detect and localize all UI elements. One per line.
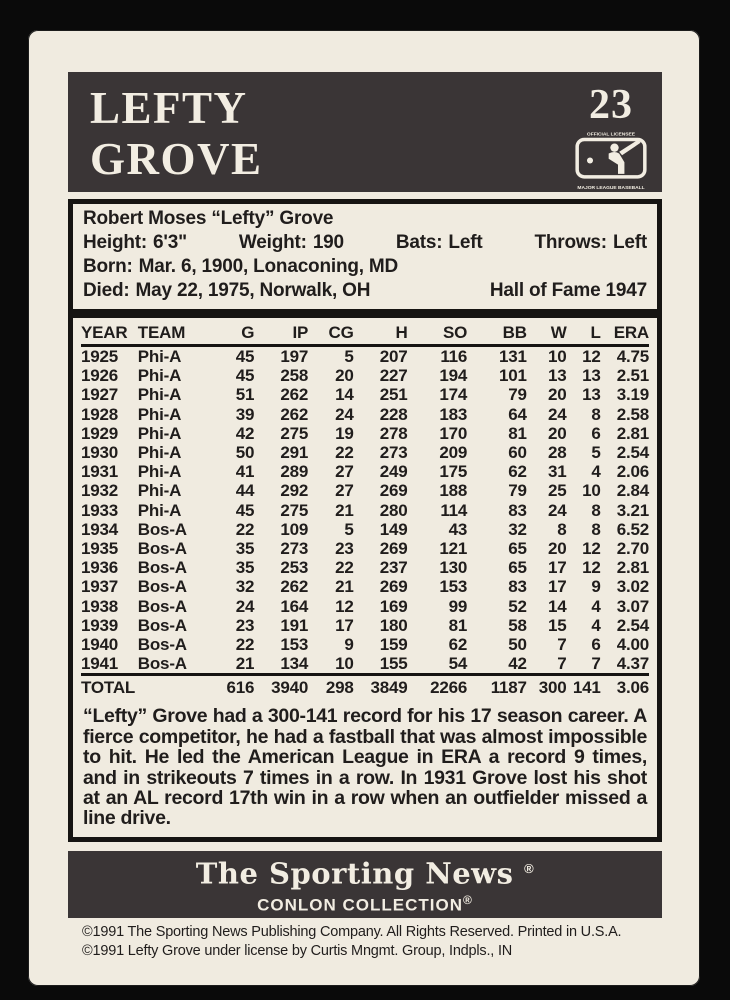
stat-cell: 183 xyxy=(439,404,468,424)
stat-cell: 27 xyxy=(335,481,354,501)
stat-cell: 17 xyxy=(548,558,567,578)
table-row xyxy=(81,424,649,443)
stat-cell: 32 xyxy=(235,577,255,597)
stat-cell: 275 xyxy=(280,423,309,443)
stat-cell: 45 xyxy=(235,500,255,520)
table-row xyxy=(81,539,649,558)
stat-cell: 2.70 xyxy=(616,539,649,559)
stat-cell: Phi-A xyxy=(137,462,182,482)
stat-cell: 21 xyxy=(335,577,354,597)
stat-cell: 1934 xyxy=(81,519,119,539)
career-summary: “Lefty” Grove had a 300-141 record for his 17 season career. A fierce competitor, he had a fastball that was almost impossible to hit. He led the American League in ERA a record 9 times, and in strikeouts 7 times in a row. In 1931 Grove lost his shot at an AL record 17th win in a row when an outfielder missed a line drive. xyxy=(83,705,647,830)
column-header: W xyxy=(527,321,567,346)
stat-cell: Phi-A xyxy=(137,366,182,386)
column-header: CG xyxy=(308,321,353,346)
stat-cell: 62 xyxy=(448,635,468,655)
stat-cell: 5 xyxy=(344,347,354,366)
stat-cell: 114 xyxy=(440,500,468,520)
stat-cell: 101 xyxy=(499,366,527,386)
stat-cell: 1930 xyxy=(81,443,119,463)
stat-cell: Phi-A xyxy=(137,404,182,424)
stat-cell: 2.58 xyxy=(616,404,649,424)
stat-cell: 14 xyxy=(335,385,354,405)
stat-cell: Bos-A xyxy=(137,596,187,616)
stat-cell: 35 xyxy=(235,539,255,559)
copyright-line1: ©1991 The Sporting News Publishing Company. All Rights Reserved. Printed in U.S.A. xyxy=(82,923,622,940)
stat-cell: 28 xyxy=(548,443,567,463)
stat-cell: 58 xyxy=(508,615,527,635)
stat-cell: 2.81 xyxy=(616,558,649,578)
stat-cell: Bos-A xyxy=(137,519,187,539)
stat-cell: 60 xyxy=(508,443,527,463)
stat-cell: 54 xyxy=(448,654,468,674)
column-header: ERA xyxy=(601,321,649,346)
table-row xyxy=(81,635,649,654)
player-name xyxy=(90,83,263,192)
bio-died-row xyxy=(83,279,647,303)
stat-cell: 170 xyxy=(439,423,468,443)
stat-cell: 280 xyxy=(379,500,408,520)
stat-cell: 149 xyxy=(379,519,408,539)
stat-cell: 228 xyxy=(379,404,408,424)
stat-cell: 9 xyxy=(591,577,601,597)
stat-cell: 2.81 xyxy=(616,423,649,443)
stat-cell: 19 xyxy=(335,423,354,443)
column-header: YEAR xyxy=(81,321,138,346)
stat-cell: Bos-A xyxy=(137,615,187,635)
stat-cell: 1933 xyxy=(81,500,119,520)
stat-cell: 83 xyxy=(508,500,527,520)
column-header: G xyxy=(212,321,255,346)
stat-cell: 191 xyxy=(280,615,309,635)
stat-cell: Phi-A xyxy=(137,423,182,443)
stat-cell: 237 xyxy=(379,558,408,578)
stat-cell: Phi-A xyxy=(137,385,182,405)
stat-cell: 13 xyxy=(582,366,601,386)
footer-bar xyxy=(68,851,662,918)
stat-cell: 10 xyxy=(548,347,567,366)
stat-cell: 8 xyxy=(591,500,601,520)
stat-cell: 7 xyxy=(557,635,567,655)
stat-cell: 7 xyxy=(591,654,601,674)
stat-cell: 62 xyxy=(508,462,527,482)
stat-cell: 289 xyxy=(280,462,309,482)
table-row xyxy=(81,501,649,520)
stat-cell: 24 xyxy=(335,404,354,424)
table-row xyxy=(81,654,649,675)
table-row xyxy=(81,366,649,385)
stat-cell: 2.06 xyxy=(616,462,649,482)
stat-cell: Bos-A xyxy=(137,635,187,655)
stat-cell: 12 xyxy=(582,347,601,366)
stat-cell: 3.21 xyxy=(616,500,649,520)
stat-cell: 291 xyxy=(280,443,309,463)
stat-cell: 65 xyxy=(508,539,527,559)
table-row xyxy=(81,616,649,635)
bio-hall-of-fame: Hall of Fame 1947 xyxy=(489,280,647,301)
stat-cell: 17 xyxy=(335,615,354,635)
player-name-line2: GROVE xyxy=(90,134,263,184)
stat-cell: 43 xyxy=(448,519,468,539)
total-cell: 298 xyxy=(308,675,353,701)
sporting-news-logo: The Sporting News ® xyxy=(195,856,535,891)
stat-cell: 13 xyxy=(582,385,601,405)
stat-cell: 1926 xyxy=(81,366,119,386)
stat-cell: 164 xyxy=(280,596,309,616)
stat-cell: Bos-A xyxy=(137,577,187,597)
stat-cell: 269 xyxy=(379,539,408,559)
stat-cell: 2.54 xyxy=(616,615,649,635)
table-row xyxy=(81,481,649,500)
card-number: 23 xyxy=(589,82,633,128)
header-right xyxy=(572,82,650,192)
stat-cell: 2.54 xyxy=(616,443,649,463)
stat-cell: 262 xyxy=(280,577,309,597)
stat-cell: 10 xyxy=(582,481,601,501)
stat-cell: 8 xyxy=(591,519,601,539)
stat-cell: 23 xyxy=(335,539,354,559)
stat-cell: 4.00 xyxy=(616,635,649,655)
stat-cell: 1938 xyxy=(81,596,119,616)
stats-box xyxy=(68,314,662,842)
stat-cell: 27 xyxy=(335,462,354,482)
stat-cell: 109 xyxy=(280,519,309,539)
collection-name: CONLON COLLECTION® xyxy=(257,892,473,915)
stat-cell: 251 xyxy=(379,385,408,405)
stat-cell: 188 xyxy=(439,481,468,501)
bio-height: Height: 6'3" xyxy=(83,232,187,253)
stat-cell: 22 xyxy=(235,635,255,655)
stat-cell: 209 xyxy=(439,443,468,463)
stat-cell: 1928 xyxy=(81,404,119,424)
stat-cell: Phi-A xyxy=(137,347,182,366)
stat-cell: 22 xyxy=(335,558,354,578)
stat-cell: 273 xyxy=(379,443,408,463)
stat-cell: 9 xyxy=(344,635,354,655)
baseball-card-back xyxy=(28,30,700,986)
stat-cell: 278 xyxy=(379,423,408,443)
table-row xyxy=(81,558,649,577)
stat-cell: 20 xyxy=(335,366,354,386)
stat-cell: Bos-A xyxy=(137,654,187,674)
stat-cell: 22 xyxy=(235,519,255,539)
stat-cell: Bos-A xyxy=(137,539,187,559)
stat-cell: 41 xyxy=(235,462,255,482)
stat-cell: 2.84 xyxy=(616,481,649,501)
stat-cell: 51 xyxy=(235,385,255,405)
stat-cell: 1929 xyxy=(81,423,119,443)
column-header: SO xyxy=(408,321,468,346)
stat-cell: 17 xyxy=(548,577,567,597)
stat-cell: 8 xyxy=(591,404,601,424)
stat-cell: Bos-A xyxy=(137,558,187,578)
table-row xyxy=(81,462,649,481)
stat-cell: 5 xyxy=(344,519,354,539)
header-bar xyxy=(68,72,662,192)
registered-mark: ® xyxy=(524,861,535,877)
stat-cell: 1935 xyxy=(81,539,119,559)
mlb-logo-icon xyxy=(572,129,650,192)
table-row xyxy=(81,443,649,462)
stat-cell: 20 xyxy=(548,539,567,559)
stat-cell: 4 xyxy=(591,462,601,482)
copyright-block xyxy=(82,923,662,961)
stat-cell: 1927 xyxy=(81,385,119,405)
stat-cell: 8 xyxy=(557,519,567,539)
stat-cell: 269 xyxy=(379,481,408,501)
mlb-logo-bottom-text: MAJOR LEAGUE BASEBALL xyxy=(577,186,645,192)
bio-bats: Bats: Left xyxy=(395,232,483,253)
stat-cell: 42 xyxy=(508,654,527,674)
stat-cell: 5 xyxy=(591,443,601,463)
stat-cell: 130 xyxy=(439,558,468,578)
table-row xyxy=(81,346,649,367)
stat-cell: 262 xyxy=(280,385,309,405)
stat-cell: 81 xyxy=(448,615,468,635)
stat-cell: 12 xyxy=(335,596,354,616)
table-row xyxy=(81,405,649,424)
stat-cell: 10 xyxy=(335,654,354,674)
stat-cell: Phi-A xyxy=(137,500,182,520)
stat-cell: 31 xyxy=(548,462,567,482)
stats-table xyxy=(81,321,649,700)
stat-cell: 32 xyxy=(508,519,527,539)
stats-total-row xyxy=(81,675,649,701)
total-label: TOTAL xyxy=(81,675,212,701)
stat-cell: 6 xyxy=(591,635,601,655)
registered-mark: ® xyxy=(463,892,473,907)
stat-cell: Phi-A xyxy=(137,443,182,463)
stat-cell: 23 xyxy=(235,615,255,635)
stat-cell: 45 xyxy=(235,366,255,386)
total-cell: 1187 xyxy=(467,675,527,701)
stat-cell: 175 xyxy=(439,462,468,482)
stat-cell: 20 xyxy=(548,385,567,405)
stat-cell: 21 xyxy=(335,500,354,520)
bio-died: Died: May 22, 1975, Norwalk, OH xyxy=(83,280,371,301)
stat-cell: 292 xyxy=(280,481,309,501)
stat-cell: 12 xyxy=(582,539,601,559)
total-cell: 3940 xyxy=(254,675,308,701)
stat-cell: 273 xyxy=(280,539,309,559)
stat-cell: 1925 xyxy=(81,347,119,366)
stat-cell: 275 xyxy=(280,500,309,520)
bio-weight: Weight: 190 xyxy=(238,232,344,253)
stat-cell: 83 xyxy=(508,577,527,597)
stat-cell: 197 xyxy=(280,347,309,366)
stat-cell: Phi-A xyxy=(137,481,182,501)
stat-cell: 24 xyxy=(548,404,567,424)
stat-cell: 15 xyxy=(548,615,567,635)
stat-cell: 121 xyxy=(439,539,468,559)
stat-cell: 1932 xyxy=(81,481,119,501)
total-cell: 2266 xyxy=(408,675,468,701)
stat-cell: 4 xyxy=(591,596,601,616)
stat-cell: 134 xyxy=(280,654,309,674)
stat-cell: 174 xyxy=(439,385,468,405)
stat-cell: 7 xyxy=(557,654,567,674)
stat-cell: 64 xyxy=(508,404,527,424)
stat-cell: 42 xyxy=(235,423,255,443)
stat-cell: 1936 xyxy=(81,558,119,578)
stat-cell: 194 xyxy=(439,366,468,386)
stat-cell: 153 xyxy=(280,635,309,655)
bio-measurables xyxy=(83,231,647,255)
stat-cell: 1940 xyxy=(81,635,119,655)
stat-cell: 21 xyxy=(235,654,255,674)
stat-cell: 24 xyxy=(548,500,567,520)
stat-cell: 1937 xyxy=(81,577,119,597)
stat-cell: 2.51 xyxy=(616,366,649,386)
column-header: IP xyxy=(254,321,308,346)
stat-cell: 65 xyxy=(508,558,527,578)
stat-cell: 207 xyxy=(379,347,408,366)
stat-cell: 169 xyxy=(379,596,408,616)
stat-cell: 12 xyxy=(582,558,601,578)
stat-cell: 79 xyxy=(508,481,527,501)
bio-box xyxy=(68,199,662,314)
mlb-logo-top-text: OFFICIAL LICENSEE xyxy=(586,132,636,138)
column-header: TEAM xyxy=(138,321,212,346)
stat-cell: 180 xyxy=(379,615,408,635)
stat-cell: 50 xyxy=(235,443,255,463)
bio-full-name: Robert Moses “Lefty” Grove xyxy=(83,208,334,229)
stat-cell: 14 xyxy=(548,596,567,616)
stat-cell: 4.37 xyxy=(616,654,649,674)
column-header: H xyxy=(354,321,408,346)
stats-header-row xyxy=(81,321,649,346)
stat-cell: 20 xyxy=(548,423,567,443)
total-cell: 616 xyxy=(212,675,255,701)
stat-cell: 22 xyxy=(335,443,354,463)
stat-cell: 3.19 xyxy=(616,385,649,405)
table-row xyxy=(81,385,649,404)
stat-cell: 39 xyxy=(235,404,255,424)
stat-cell: 13 xyxy=(548,366,567,386)
table-row xyxy=(81,597,649,616)
stat-cell: 6.52 xyxy=(616,519,649,539)
total-cell: 141 xyxy=(567,675,601,701)
stat-cell: 159 xyxy=(379,635,408,655)
table-row xyxy=(81,520,649,539)
stat-cell: 35 xyxy=(235,558,255,578)
stat-cell: 4.75 xyxy=(616,347,649,366)
stat-cell: 3.02 xyxy=(616,577,649,597)
table-row xyxy=(81,577,649,596)
stats-table-body xyxy=(81,346,649,675)
stat-cell: 4 xyxy=(591,615,601,635)
stat-cell: 258 xyxy=(280,366,309,386)
stat-cell: 227 xyxy=(379,366,408,386)
total-cell: 3.06 xyxy=(601,675,649,701)
stat-cell: 50 xyxy=(508,635,527,655)
stat-cell: 1939 xyxy=(81,615,119,635)
stat-cell: 153 xyxy=(439,577,468,597)
stat-cell: 249 xyxy=(379,462,408,482)
stat-cell: 1931 xyxy=(81,462,119,482)
stat-cell: 44 xyxy=(235,481,255,501)
total-cell: 300 xyxy=(527,675,567,701)
stat-cell: 6 xyxy=(591,423,601,443)
stat-cell: 262 xyxy=(280,404,309,424)
stat-cell: 25 xyxy=(548,481,567,501)
player-name-line1: LEFTY xyxy=(90,83,248,133)
column-header: BB xyxy=(467,321,527,346)
stat-cell: 116 xyxy=(440,347,468,366)
stat-cell: 52 xyxy=(508,596,527,616)
stat-cell: 45 xyxy=(235,347,255,366)
copyright-line2: ©1991 Lefty Grove under license by Curtis Mngmt. Group, Indpls., IN xyxy=(82,942,513,959)
stat-cell: 79 xyxy=(508,385,527,405)
bio-born: Born: Mar. 6, 1900, Lonaconing, MD xyxy=(83,256,399,277)
stat-cell: 3.07 xyxy=(616,596,649,616)
stat-cell: 131 xyxy=(499,347,527,366)
bio-throws: Throws: Left xyxy=(534,232,647,253)
stat-cell: 155 xyxy=(379,654,408,674)
column-header: L xyxy=(567,321,601,346)
stat-cell: 1941 xyxy=(81,654,119,674)
stat-cell: 24 xyxy=(235,596,255,616)
stat-cell: 253 xyxy=(280,558,309,578)
stat-cell: 81 xyxy=(508,423,527,443)
stat-cell: 99 xyxy=(448,596,468,616)
stat-cell: 269 xyxy=(379,577,408,597)
total-cell: 3849 xyxy=(354,675,408,701)
